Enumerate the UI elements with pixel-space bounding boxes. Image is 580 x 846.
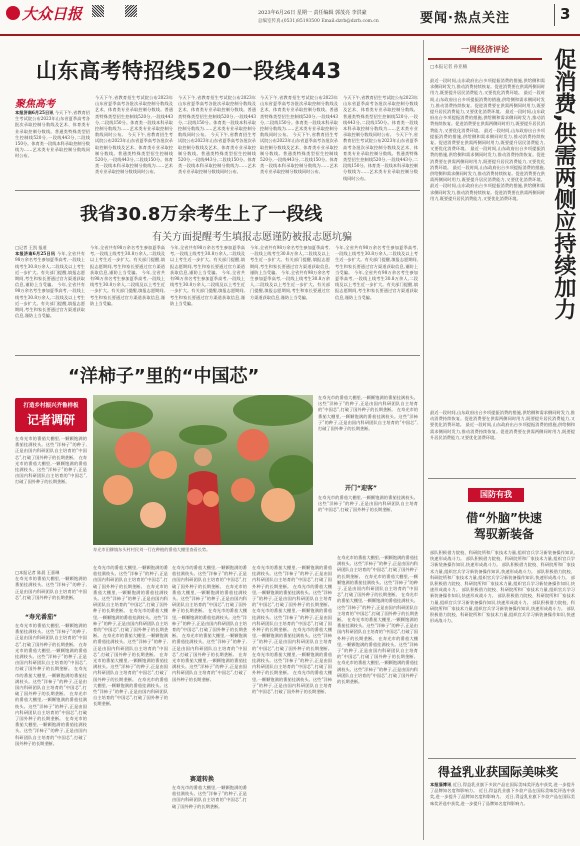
article2-column: 今年,全省共有98万余名考生参加夏季高考,一段线上线考生30.8万余人,二段线及以上考生近一步扩大。有关部门提醒,填报志愿期间,考生和家长要通过官方渠道获取信息,谨防上当受骗。 今年,全省共有98万余名考生参加夏季高考,一段线上线考生30.8万余人,二段线及以上考生近一步扩大。有关部门提醒,填报志愿期间,考生和家长要通过官方渠道获取信息,谨防上当受骗。 [90,245,165,306]
article2-column: 今年,全省共有98万余名考生参加夏季高考,一段线上线考生30.8万余人,二段线及以上考生近一步扩大。有关部门提醒,填报志愿期间,考生和家长要通过官方渠道获取信息,谨防上当受骗。 今年,全省共有98万余名考生参加夏季高考,一段线上线考生30.8万余人,二段线及以上考生近一步扩大。有关部门提醒,填报志愿期间,考生和家长要通过官方渠道获取信息,谨防上当受骗。 [335,245,418,300]
divider [428,478,576,479]
divider [15,355,420,356]
article1-column: 今天下午,省教育招生考试院公布2023年山东省夏季高考各批次录取控制分数线及艺术、体育类专业录取控制分数线。普通类特殊类型招生控制线520分,一段线443分,二段线150分。体育类一段线本科录取控制分数线为……艺术类专业录取控制分数线同时公布。 今天下午,省教育招生考试院公布2023年山东省夏季高考各批次录取控制分数线及艺术、体育类专业录取控制分数线。普通类特殊类型招生控制线520分,一段线443分,二段线150分。体育类一段线本科录取控制分数线为……艺术类专业录取控制分数线同时公布。 [95,95,173,175]
article3-column: 在寿光市的番茄大棚里,一颗颗饱满的番茄挂满枝头。这些“洋柿子”的种子,正是由国内科研团队自主培育的“中国芯”,打破了国外种子的长期垄断。 在寿光市的番茄大棚里,一颗颗饱满的番茄挂满枝头。这些“洋柿子”的种子,正是由国内科研团队自主培育的“中国芯”,打破了国外种子的长期垄断。 在寿光市的番茄大棚里,一颗颗饱满的番茄挂满枝头。这些“洋柿子”的种子,正是由国内科研团队自主培育的“中国芯”,打破了国外种子的长期垄断。 在寿光市的番茄大棚里,一颗颗饱满的番茄挂满枝头。这些“洋柿子”的种子,正是由国内科研团队自主培育的“中国芯”,打破了国外种子的长期垄断。 在寿光市的番茄大棚里,一颗颗饱满的番茄挂满枝头。这些“洋柿子”的种子,正是由国内科研团队自主培育的“中国芯”,打破了国外种子的长期垄断。 在寿光市的番茄大棚里,一颗颗饱满的番茄挂满枝头。这些“洋柿子”的种子,正是由国内科研团队自主培育的“中国芯”,打破了国外种子的长期垄断。 [252,565,332,695]
brief1-body: 部队积极借力院校、科研院所和厂家技术力量,组织官兵学习新装备操作知识,快速形成战斗力。 部队积极借力院校、科研院所和厂家技术力量,组织官兵学习新装备操作知识,快速形成战斗力。 部队积极借力院校、科研院所和厂家技术力量,组织官兵学习新装备操作知识,快速形成战斗力。 部队积极借力院校、科研院所和厂家技术力量,组织官兵学习新装备操作知识,快速形成战斗力。 部队积极借力院校、科研院所和厂家技术力量,组织官兵学习新装备操作知识,快速形成战斗力。 部队积极借力院校、科研院所和厂家技术力量,组织官兵学习新装备操作知识,快速形成战斗力。 部队积极借力院校、科研院所和厂家技术力量,组织官兵学习新装备操作知识,快速形成战斗力。 部队积极借力院校、科研院所和厂家技术力量,组织官兵学习新装备操作知识,快速形成战斗力。 部队积极借力院校、科研院所和厂家技术力量,组织官兵学习新装备操作知识,快速形成战斗力。 [430,550,575,624]
article2-column: 今年,全省共有98万余名考生参加夏季高考,一段线上线考生30.8万余人,二段线及以上考生近一步扩大。有关部门提醒,填报志愿期间,考生和家长要通过官方渠道获取信息,谨防上当受骗。 今年,全省共有98万余名考生参加夏季高考,一段线上线考生30.8万余人,二段线及以上考生近一步扩大。有关部门提醒,填报志愿期间,考生和家长要通过官方渠道获取信息,谨防上当受骗。 [170,245,245,306]
column-author: □本报记者 孙亚楠 [430,65,468,70]
divider [428,758,576,759]
section-title: 要闻·热点关注 [420,11,510,26]
photo-caption: 寿光市田柳镇东头村村民刘一行在种植的番茄大棚里查看长势。 [93,547,211,552]
article3-column: 在寿光市的番茄大棚里,一颗颗饱满的番茄挂满枝头。这些“洋柿子”的种子,正是由国内科研团队自主培育的“中国芯”,打破了国外种子的长期垄断。 在寿光市的番茄大棚里,一颗颗饱满的番茄挂满枝头。这些“洋柿子”的种子,正是由国内科研团队自主培育的“中国芯”,打破了国外种子的长期垄断。 在寿光市的番茄大棚里,一颗颗饱满的番茄挂满枝头。这些“洋柿子”的种子,正是由国内科研团队自主培育的“中国芯”,打破了国外种子的长期垄断。 在寿光市的番茄大棚里,一颗颗饱满的番茄挂满枝头。这些“洋柿子”的种子,正是由国内科研团队自主培育的“中国芯”,打破了国外种子的长期垄断。 在寿光市的番茄大棚里,一颗颗饱满的番茄挂满枝头。这些“洋柿子”的种子,正是由国内科研团队自主培育的“中国芯”,打破了国外种子的长期垄断。 在寿光市的番茄大棚里,一颗颗饱满的番茄挂满枝头。这些“洋柿子”的种子,正是由国内科研团队自主培育的“中国芯”,打破了国外种子的长期垄断。 [337,555,418,685]
issue-date: 2023年6月26日 星期一 责任编辑 郭茂亮 李洪豪 [258,10,367,16]
brief2-byline: 本报淄博讯 [430,782,452,787]
article2-column: 今年,全省共有98万余名考生参加夏季高考,一段线上线考生30.8万余人,二段线及以上考生近一步扩大。有关部门提醒,填报志愿期间,考生和家长要通过官方渠道获取信息,谨防上当受骗。 今年,全省共有98万余名考生参加夏季高考,一段线上线考生30.8万余人,二段线及以上考生近一步扩大。有关部门提醒,填报志愿期间,考生和家长要通过官方渠道获取信息,谨防上当受骗。 [250,245,330,300]
contact-info: 总编室传真:(0531)85193500 Email:dzrb@dzrb.com.cn [258,19,379,24]
sidebar-body: 最近一段时间,山东政府出台多项提振消费的措施,供给侧和需求侧同时发力,推动消费持续恢复。促进消费要在供需两侧同时用力,既要提升居民消费能力,又要优化消费环境。 最近一段时间,山东政府出台多项提振消费的措施,供给侧和需求侧同时发力,推动消费持续恢复。促进消费要在供需两侧同时用力,既要提升居民消费能力,又要优化消费环境。 [430,410,575,440]
series-tag-sub: 记者调研 [26,413,75,427]
brief1-title: 借“外脑”快速 驾驭新装备 [466,511,542,541]
article3-column: 在寿光市的番茄大棚里,一颗颗饱满的番茄挂满枝头。这些“洋柿子”的种子,正是由国内科研团队自主培育的“中国芯”,打破了国外种子的长期垄断。 在寿光市的番茄大棚里,一颗颗饱满的番茄挂满枝头。这些“洋柿子”的种子,正是由国内科研团队自主培育的“中国芯”,打破了国外种子的长期垄断。 [318,395,418,432]
article2-lead: 本报济南6月25日讯 [15,251,56,257]
article3-column: 在寿光市的番茄大棚里,一颗颗饱满的番茄挂满枝头。这些“洋柿子”的种子,正是由国内科研团队自主培育的“中国芯”,打破了国外种子的长期垄断。 在寿光市的番茄大棚里,一颗颗饱满的番茄挂满枝头。这些“洋柿子”的种子,正是由国内科研团队自主培育的“中国芯”,打破了国外种子的长期垄断。 在寿光市的番茄大棚里,一颗颗饱满的番茄挂满枝头。这些“洋柿子”的种子,正是由国内科研团队自主培育的“中国芯”,打破了国外种子的长期垄断。 在寿光市的番茄大棚里,一颗颗饱满的番茄挂满枝头。这些“洋柿子”的种子,正是由国内科研团队自主培育的“中国芯”,打破了国外种子的长期垄断。 在寿光市的番茄大棚里,一颗颗饱满的番茄挂满枝头。这些“洋柿子”的种子,正是由国内科研团队自主培育的“中国芯”,打破了国外种子的长期垄断。 [172,565,247,682]
article2-body: 今年,全省共有98万余名考生参加夏季高考,一段线上线考生30.8万余人,二段线及以上考生近一步扩大。有关部门提醒,填报志愿期间,考生和家长要通过官方渠道获取信息,谨防上当受骗。 [15,251,85,288]
subheading: “寿光番茄” [25,614,57,621]
article3-column: 在寿光市的番茄大棚里,一颗颗饱满的番茄挂满枝头。这些“洋柿子”的种子,正是由国内科研团队自主培育的“中国芯”,打破了国外种子的长期垄断。 [172,785,247,809]
newspaper-logo: 大众日报 [22,5,83,23]
series-tag: 打造乡村振兴齐鲁样板 [23,403,79,409]
article1-column: 今天下午,省教育招生考试院公布2023年山东省夏季高考各批次录取控制分数线及艺术、体育类专业录取控制分数线。普通类特殊类型招生控制线520分,一段线443分,二段线150分。体育类一段线本科录取控制分数线为……艺术类专业录取控制分数线同时公布。 今天下午,省教育招生考试院公布2023年山东省夏季高考各批次录取控制分数线及艺术、体育类专业录取控制分数线。普通类特殊类型招生控制线520分,一段线443分,二段线150分。体育类一段线本科录取控制分数线为……艺术类专业录取控制分数线同时公布。 [178,95,256,175]
article1-tag: 聚焦高考 [15,99,55,110]
section-divider [554,4,555,26]
article1-lead [15,110,90,185]
article3-column: 在寿光市的番茄大棚里,一颗颗饱满的番茄挂满枝头。这些“洋柿子”的种子,正是由国内科研团队自主培育的“中国芯”,打破了国外种子的长期垄断。 在寿光市的番茄大棚里,一颗颗饱满的番茄挂满枝头。这些“洋柿子”的种子,正是由国内科研团队自主培育的“中国芯”,打破了国外种子的长期垄断。 [15,436,87,485]
subheading: 赛道转换 [190,776,215,783]
sidebar-title: 促消费,供需两侧应持续加力 [551,48,576,321]
farmer-figure [185,448,221,545]
tomato-photo [93,395,313,545]
divider [15,190,420,191]
brief2-title: 得益乳业获国际美味奖 [438,765,559,779]
article3-byline: □本报记者 陈晨 王嘉琳 [15,570,60,575]
article2-title: 我省30.8万余考生上了一段线 [80,204,323,225]
qr-code-icon [92,5,104,17]
column-label: 一周经济评论 [461,45,509,54]
article1-title: 山东高考特招线520一段线443 [36,59,342,83]
sidebar-border [423,40,424,840]
column-header [428,44,542,60]
article3-title: “洋柿子”里的“中国芯” [68,366,260,387]
article1-byline: 本报济南6月25日讯 [15,110,54,115]
tomato-illustration [93,395,313,545]
masthead-rule [0,34,580,36]
article1-column: 今天下午,省教育招生考试院公布2023年山东省夏季高考各批次录取控制分数线及艺术、体育类专业录取控制分数线。普通类特殊类型招生控制线520分,一段线443分,二段线150分。体育类一段线本科录取控制分数线为……艺术类专业录取控制分数线同时公布。 今天下午,省教育招生考试院公布2023年山东省夏季高考各批次录取控制分数线及艺术、体育类专业录取控制分数线。普通类特殊类型招生控制线520分,一段线443分,二段线150分。体育类一段线本科录取控制分数线为……艺术类专业录取控制分数线同时公布。 [343,95,418,181]
article3-column: 在寿光市的番茄大棚里,一颗颗饱满的番茄挂满枝头。这些“洋柿子”的种子,正是由国内科研团队自主培育的“中国芯”,打破了国外种子的长期垄断。 在寿光市的番茄大棚里,一颗颗饱满的番茄挂满枝头。这些“洋柿子”的种子,正是由国内科研团队自主培育的“中国芯”,打破了国外种子的长期垄断。 在寿光市的番茄大棚里,一颗颗饱满的番茄挂满枝头。这些“洋柿子”的种子,正是由国内科研团队自主培育的“中国芯”,打破了国外种子的长期垄断。 在寿光市的番茄大棚里,一颗颗饱满的番茄挂满枝头。这些“洋柿子”的种子,正是由国内科研团队自主培育的“中国芯”,打破了国外种子的长期垄断。 在寿光市的番茄大棚里,一颗颗饱满的番茄挂满枝头。这些“洋柿子”的种子,正是由国内科研团队自主培育的“中国芯”,打破了国外种子的长期垄断。 在寿光市的番茄大棚里,一颗颗饱满的番茄挂满枝头。这些“洋柿子”的种子,正是由国内科研团队自主培育的“中国芯”,打破了国外种子的长期垄断。 [93,565,168,707]
brief-badge [468,488,524,502]
brief2-body: 本报淄博讯 近日,得益乳业旗下多款产品在国际美味奖评选中获奖,进一步提升了品牌知名度和影响力。 近日,得益乳业旗下多款产品在国际美味奖评选中获奖,进一步提升了品牌知名度和影响力。 近日,得益乳业旗下多款产品在国际美味奖评选中获奖,进一步提升了品牌知名度和影响力。 [430,782,575,806]
page-number: 3 [560,5,571,23]
sidebar-body: 最近一段时间,山东政府出台多项提振消费的措施,供给侧和需求侧同时发力,推动消费持续恢复。促进消费要在供需两侧同时用力,既要提升居民消费能力,又要优化消费环境。 最近一段时间,山东政府出台多项提振消费的措施,供给侧和需求侧同时发力,推动消费持续恢复。促进消费要在供需两侧同时用力,既要提升居民消费能力,又要优化消费环境。 最近一段时间,山东政府出台多项提振消费的措施,供给侧和需求侧同时发力,推动消费持续恢复。促进消费要在供需两侧同时用力,既要提升居民消费能力,又要优化消费环境。 最近一段时间,山东政府出台多项提振消费的措施,供给侧和需求侧同时发力,推动消费持续恢复。促进消费要在供需两侧同时用力,既要提升居民消费能力,又要优化消费环境。 最近一段时间,山东政府出台多项提振消费的措施,供给侧和需求侧同时发力,推动消费持续恢复。促进消费要在供需两侧同时用力,既要提升居民消费能力,又要优化消费环境。 最近一段时间,山东政府出台多项提振消费的措施,供给侧和需求侧同时发力,推动消费持续恢复。促进消费要在供需两侧同时用力,既要提升居民消费能力,又要优化消费环境。 最近一段时间,山东政府出台多项提振消费的措施,供给侧和需求侧同时发力,推动消费持续恢复。促进消费要在供需两侧同时用力,既要提升居民消费能力,又要优化消费环境。 [430,78,545,201]
brief-tag: 国防有我 [480,490,512,499]
article2-byline: □记者 王凯 报道 [15,245,47,250]
article2-column: □记者 王凯 报道 本报济南6月25日讯 今年,全省共有98万余名考生参加夏季高考,一段线上线考生30.8万余人,二段线及以上考生近一步扩大。有关部门提醒,填报志愿期间,考生和家长要通过官方渠道获取信息,谨防上当受骗。 今年,全省共有98万余名考生参加夏季高考,一段线上线考生30.8万余人,二段线及以上考生近一步扩大。有关部门提醒,填报志愿期间,考生和家长要通过官方渠道获取信息,谨防上当受骗。 [15,245,85,319]
logo-icon [6,6,20,20]
masthead [0,0,580,40]
article2-subtitle: 有关方面提醒考生填报志愿谨防被报志愿坑骗 [152,232,352,243]
qr-code-icon [125,5,137,17]
subheading: 开门“迎客” [345,485,377,492]
series-badge [15,398,87,432]
article3-column: □本报记者 陈晨 王嘉琳 在寿光市的番茄大棚里,一颗颗饱满的番茄挂满枝头。这些“洋柿子”的种子,正是由国内科研团队自主培育的“中国芯”,打破了国外种子的长期垄断。 [15,570,87,600]
article1-body: 今天下午,省教育招生考试院公布2023年山东省夏季高考各批次录取控制分数线及艺术、体育类专业录取控制分数线。普通类特殊类型招生控制线520分,一段线443分,二段线150分。体育类一段线本科录取控制分数线为……艺术类专业录取控制分数线同时公布。 [15,110,90,159]
article1-column: 今天下午,省教育招生考试院公布2023年山东省夏季高考各批次录取控制分数线及艺术、体育类专业录取控制分数线。普通类特殊类型招生控制线520分,一段线443分,二段线150分。体育类一段线本科录取控制分数线为……艺术类专业录取控制分数线同时公布。 今天下午,省教育招生考试院公布2023年山东省夏季高考各批次录取控制分数线及艺术、体育类专业录取控制分数线。普通类特殊类型招生控制线520分,一段线443分,二段线150分。体育类一段线本科录取控制分数线为……艺术类专业录取控制分数线同时公布。 [260,95,338,175]
article3-column: 在寿光市的番茄大棚里,一颗颗饱满的番茄挂满枝头。这些“洋柿子”的种子,正是由国内科研团队自主培育的“中国芯”,打破了国外种子的长期垄断。 在寿光市的番茄大棚里,一颗颗饱满的番茄挂满枝头。这些“洋柿子”的种子,正是由国内科研团队自主培育的“中国芯”,打破了国外种子的长期垄断。 在寿光市的番茄大棚里,一颗颗饱满的番茄挂满枝头。这些“洋柿子”的种子,正是由国内科研团队自主培育的“中国芯”,打破了国外种子的长期垄断。 在寿光市的番茄大棚里,一颗颗饱满的番茄挂满枝头。这些“洋柿子”的种子,正是由国内科研团队自主培育的“中国芯”,打破了国外种子的长期垄断。 在寿光市的番茄大棚里,一颗颗饱满的番茄挂满枝头。这些“洋柿子”的种子,正是由国内科研团队自主培育的“中国芯”,打破了国外种子的长期垄断。 [15,623,87,746]
article3-column: 在寿光市的番茄大棚里,一颗颗饱满的番茄挂满枝头。这些“洋柿子”的种子,正是由国内科研团队自主培育的“中国芯”,打破了国外种子的长期垄断。 [318,495,418,513]
